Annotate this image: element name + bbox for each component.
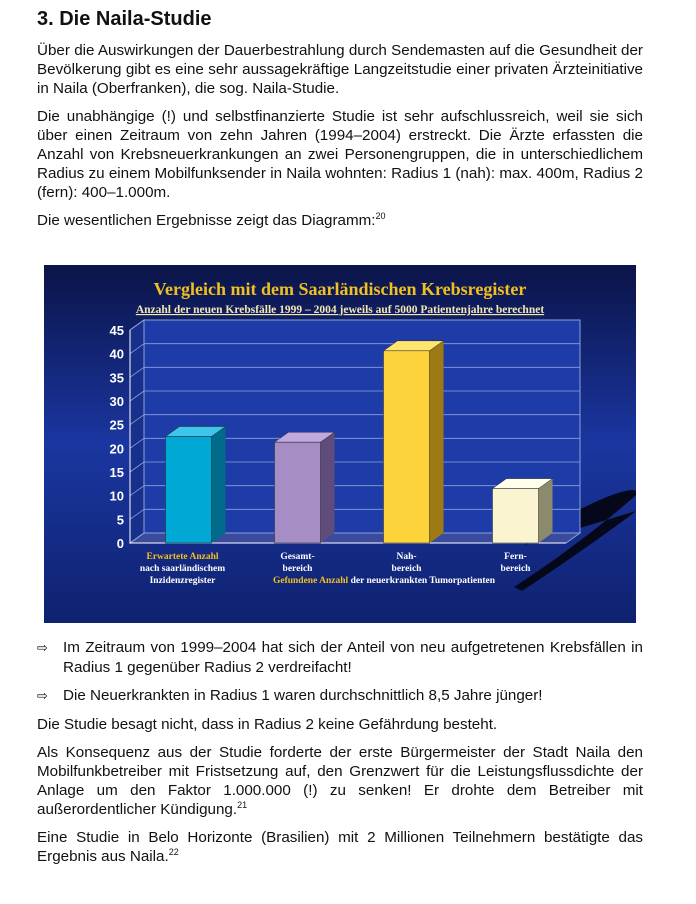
belo-horizonte-text: Eine Studie in Belo Horizonte (Brasilien) mit 2 Millionen Teilnehmern bestätigte das Ergebnis aus Naila. [37,829,643,865]
paragraph-study-description: Die unabhängige (!) und selbstfinanzierte Studie ist sehr aufschlussreich, weil sie sich über einen Zeitraum von zehn Jahren (1994–2004) erstreckt. Die Ärzte erfassten die Anzahl von Krebsneuerkrankungen an zwei Personengruppen, die in unterschiedlichem Radius zu einem Mobilfunksender in Naila wohnten: Radius 1 (nah): max. 400m, Radius 2 (fern): 400–1.000m. [37,108,643,201]
bullet-tripled-text: Im Zeitraum von 1999–2004 hat sich der Anteil von neu aufgetretenen Krebsfällen in Radius 1 gegenüber Radius 2 verdreifacht! [63,639,643,676]
bar-side [212,427,226,544]
category-label: Gesamt- [280,552,315,562]
bullet-tripled [37,638,643,677]
bar-group [384,341,444,543]
y-tick-label: 0 [116,536,124,551]
paragraph-belo-horizonte [37,828,643,866]
y-tick-label: 15 [109,465,124,480]
category-label: nach saarländischem [139,564,226,574]
consequence-text: Als Konsequenz aus der Studie forderte der erste Bürgermeister der Stadt Naila den Mobilfunkbetreiber mit Fristsetzung auf, den Grenzwert für die Leistungsflussdichte der Anlage um den Faktor 1.000.000 (!) zu senken! Er drohte dem Betreiber mit außerordentlicher Kündigung. [37,744,643,818]
y-tick-label: 30 [109,394,124,409]
y-tick-label: 45 [109,323,124,338]
bar-group [166,427,226,544]
chart-subtitle: Anzahl der neuen Krebsfälle 1999 – 2004 jeweils auf 5000 Patientenjahre berechnet [135,304,545,316]
category-label: bereich [391,564,422,574]
bar-side [430,341,444,543]
chart-svg [44,265,636,623]
category-label: Inzidenzregister [149,576,216,586]
chart-footnote-highlight: Gefundene Anzahl [272,576,351,586]
bullet-younger-text: Die Neuerkrankten in Radius 1 waren durchschnittlich 8,5 Jahre jünger! [63,687,543,704]
bar [384,351,430,543]
bar [166,437,212,544]
chart-footnote-rest: der neuerkrankten Tumorpatienten [350,576,496,586]
paragraph-diagram-intro [37,211,643,230]
y-tick-label: 10 [109,488,124,504]
bar-side [539,479,553,543]
diagram-intro-text: Die wesentlichen Ergebnisse zeigt das Diagramm: [37,212,376,229]
bar [493,489,539,543]
bar-group [275,432,335,543]
category-label: bereich [282,564,313,574]
category-label: Fern- [504,552,527,562]
y-tick-label: 40 [109,346,124,362]
footnote-ref[interactable]: 20 [375,210,386,221]
y-tick-label: 25 [109,417,124,433]
y-tick-label: 20 [109,441,124,457]
category-label: bereich [500,564,531,574]
chart-title: Vergleich mit dem Saarländischen Krebsregister [153,279,527,299]
category-label: Erwartete Anzahl [146,552,219,562]
arrow-right-icon: ⇨ [37,689,48,704]
document-page [37,6,643,239]
chart-side-wall [130,320,144,543]
y-tick-label: 5 [116,512,124,528]
paragraph-consequence [37,743,643,819]
footnote-ref[interactable]: 21 [237,799,248,810]
bar-side [321,432,335,543]
paragraph-no-risk-claim: Die Studie besagt nicht, dass in Radius 2 keine Gefährdung besteht. [37,716,498,733]
paragraph-intro: Über die Auswirkungen der Dauerbestrahlung durch Sendemasten auf die Gesundheit der Bevölkerung gibt es eine sehr aussagekräftige Langzeitstudie einer privaten Ärzteinitiative in Naila (Oberfranken), die sog. Naila-Studie. [37,42,643,97]
bullet-younger [37,686,643,706]
chart-footnote [273,576,496,586]
arrow-right-icon: ⇨ [37,641,48,656]
document-page-lower [37,638,643,875]
y-tick-label: 35 [109,370,124,386]
section-heading: 3. Die Naila-Studie [37,8,212,30]
bar-group [493,479,553,543]
bar-chart [44,265,636,623]
footnote-ref[interactable]: 22 [168,846,179,857]
bar [275,442,321,543]
category-label: Nah- [396,552,417,562]
